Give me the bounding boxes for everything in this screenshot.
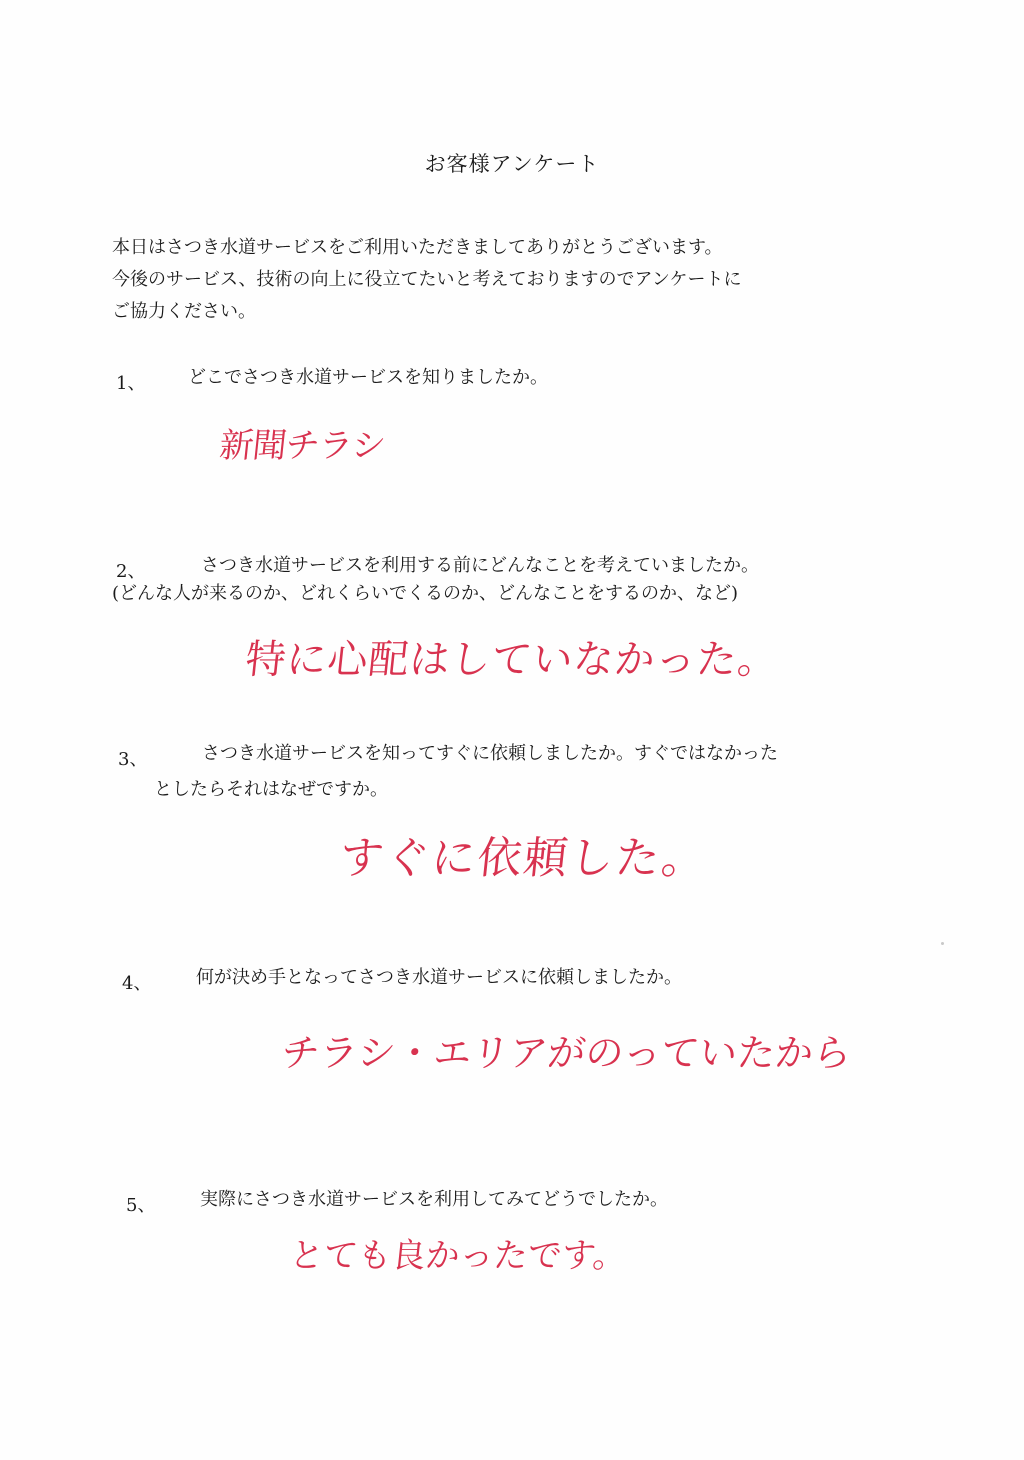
question-3 <box>118 738 918 808</box>
question-text: 何が決め手となってさつき水道サービスに依頼しましたか。 <box>196 967 682 988</box>
question-4 <box>122 962 922 1002</box>
question-number: 5、 <box>126 1195 156 1216</box>
question-text: さつき水道サービスを知ってすぐに依頼しましたか。すぐではなかった <box>202 743 778 764</box>
answer-1: 新聞チラシ <box>217 426 387 466</box>
question-2 <box>112 550 916 620</box>
question-5 <box>126 1184 926 1224</box>
question-subtext: としたらそれはなぜですか。 <box>154 779 388 800</box>
question-number: 2、 <box>116 561 146 582</box>
page-title: お客様アンケート <box>424 152 600 176</box>
answer-5: とても良かったです。 <box>287 1236 630 1276</box>
scan-speck <box>941 942 944 945</box>
question-text: さつき水道サービスを利用する前にどんなことを考えていましたか。 <box>201 555 759 576</box>
question-number: 1、 <box>116 373 146 394</box>
intro-line-1: 本日はさつき水道サービスをご利用いただきましてありがとうございます。 <box>112 237 723 258</box>
intro-line-2: 今後のサービス、技術の向上に役立てたいと考えておりますのでアンケートに <box>112 269 742 290</box>
intro-line-3: ご協力ください。 <box>112 301 256 322</box>
question-subtext: (どんな人が来るのか、どれくらいでくるのか、どんなことをするのか、など) <box>112 583 739 604</box>
question-text: 実際にさつき水道サービスを利用してみてどうでしたか。 <box>200 1189 668 1210</box>
question-text: どこでさつき水道サービスを知りましたか。 <box>188 367 548 388</box>
intro-paragraph <box>112 232 892 328</box>
answer-3: すぐに依頼した。 <box>336 833 711 884</box>
question-number: 3、 <box>118 749 148 770</box>
answer-2: 特に心配はしていなかった。 <box>243 637 782 683</box>
question-1 <box>116 362 916 402</box>
answer-4: チラシ・エリアがのっていたから <box>279 1031 854 1075</box>
question-number: 4、 <box>122 973 152 994</box>
